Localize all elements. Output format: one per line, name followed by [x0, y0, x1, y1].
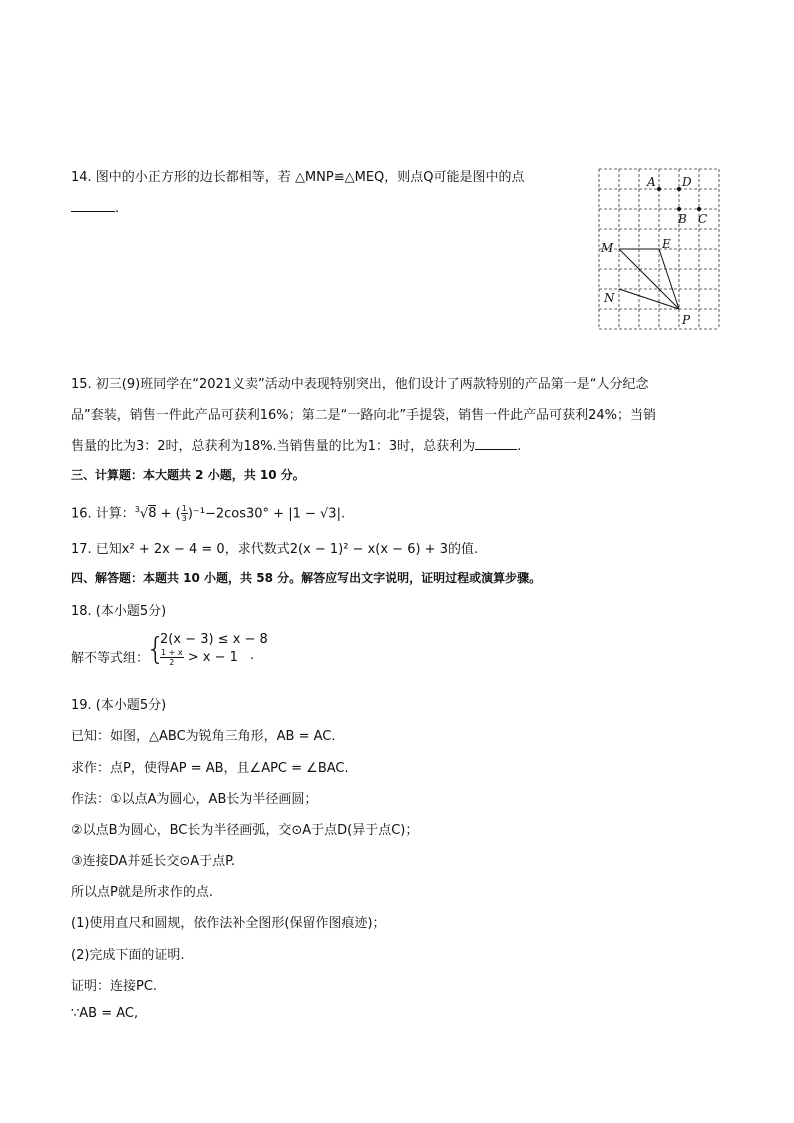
question-14-answer-line	[71, 197, 119, 216]
exponent: )⁻¹	[187, 506, 205, 522]
label-b: B	[678, 212, 687, 226]
fraction-1-plus-x-over-2: $\frac{1 + x}{2}$	[161, 648, 183, 667]
question-18-head: 18. (本小题5分)	[71, 604, 167, 619]
q19-line-7: (1)使用直尺和圆规，依作法补全图形(保留作图痕迹)；	[71, 916, 386, 931]
question-15-line-3-text: 售量的比为3：2时，总获利为18%.当销售量的比为1：3时，总获利为	[71, 439, 476, 454]
question-15-period: .	[517, 439, 522, 454]
label-d: D	[682, 175, 692, 189]
inequality-1: 2(x − 3) ≤ x − 8	[160, 632, 268, 647]
q19-line-1: 已知：如图，△ABC为锐角三角形，AB = AC.	[71, 729, 336, 744]
radicand: 8	[148, 506, 157, 522]
q19-line-8: (2)完成下面的证明.	[71, 948, 185, 963]
section-4-heading: 四、解答题：本题共 10 小题，共 58 分。解答应写出文字说明，证明过程或演算步骤。	[71, 571, 542, 585]
question-14-period: .	[115, 201, 120, 216]
q19-line-5: ③连接DA并延长交⊙A于点P.	[71, 854, 236, 869]
label-e: E	[662, 237, 671, 251]
label-m: M	[601, 241, 614, 255]
question-14-text: 14. 图中的小正方形的边长都相等，若 △MNP≌△MEQ，则点Q可能是图中的点	[71, 170, 525, 185]
q19-line-10: ∵AB = AC,	[71, 1006, 139, 1021]
question-16	[71, 498, 345, 526]
root-index: 3	[134, 505, 140, 514]
section-3-heading: 三、计算题：本大题共 2 小题，共 10 分。	[71, 468, 305, 482]
question-15-line-3	[71, 435, 521, 454]
question-15-line-2: 品”套装，销售一件此产品可获利16%；第二是“一路向北”手提袋，销售一件此产品可获利24%；当销	[71, 408, 656, 423]
question-18-prefix: 解不等式组：	[71, 651, 150, 666]
question-15-line-1: 15. 初三(9)班同学在“2021义卖”活动中表现特别突出，他们设计了两款特别的产品第一是“人分纪念	[71, 377, 649, 392]
label-c: C	[698, 212, 708, 226]
q19-line-6: 所以点P就是所求作的点.	[71, 885, 213, 900]
triangle-lines	[619, 249, 679, 309]
label-a: A	[647, 175, 656, 189]
answer-blank[interactable]	[475, 435, 517, 450]
plus-sign: + (	[156, 506, 181, 522]
question-17: 17. 已知x² + 2x − 4 = 0，求代数式2(x − 1)² − x(x − 6) + 3的值.	[71, 542, 479, 557]
q19-line-9: 证明：连接PC.	[71, 979, 158, 994]
q19-line-2: 求作：点P，使得AP = AB，且∠APC = ∠BAC.	[71, 761, 349, 776]
grid-figure	[596, 166, 726, 332]
radical-sign: √	[139, 506, 149, 522]
q19-line-4: ②以点B为圆心，BC长为半径画弧，交⊙A于点D(异于点C)；	[71, 823, 419, 838]
question-16-prefix: 16. 计算：	[71, 506, 135, 522]
question-19-head: 19. (本小题5分)	[71, 698, 167, 713]
question-16-rest: −2cos30° + |1 − √3|.	[204, 506, 346, 522]
system-brace: {	[146, 632, 166, 667]
answer-blank[interactable]	[71, 197, 115, 212]
q19-line-3: 作法：①以点A为圆心，AB长为半径画圆；	[71, 792, 318, 807]
inequality-2	[160, 648, 238, 667]
label-n: N	[604, 291, 615, 305]
question-18-period: .	[250, 648, 255, 663]
fraction-one-third: $\frac{1}{3}$	[181, 504, 187, 524]
label-p: P	[682, 313, 691, 327]
inequality-2-rest: > x − 1	[187, 650, 238, 665]
